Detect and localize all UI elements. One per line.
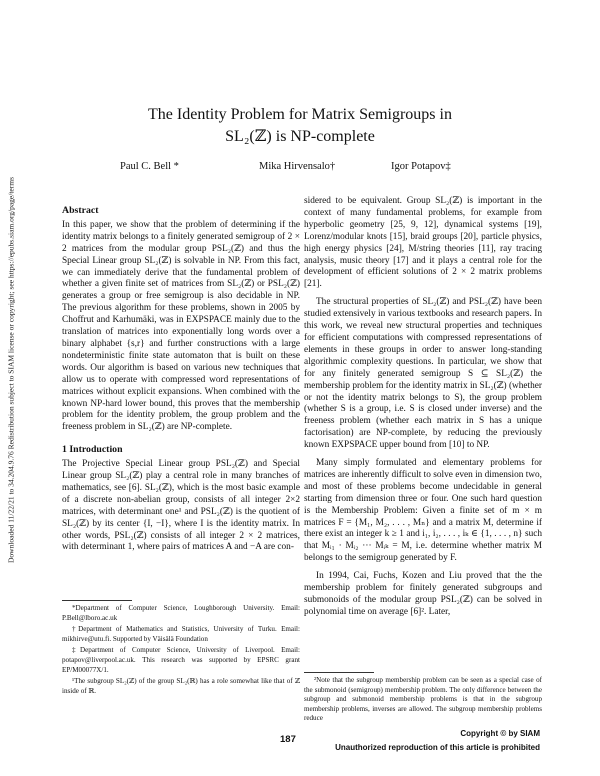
introduction-text: The Projective Special Linear group PSL₂(ℤ) and Special Linear group SL₂(ℤ) play a central role in many branches of mathematics, see [6]. SL₂(ℤ), which is the most basic example of a discrete non-abelian group, consists of all integer 2×2 matrices, with determinant one¹ and PSL₂(ℤ) is the quotient of SL₂(ℤ) by its center {I, −I}, where I is the identity matrix. In other words, PSL₂(ℤ) consists of all integer 2 × 2 matrices, with determinant 1, where pairs of matrices A and −A are con- <box>62 459 300 553</box>
right-paragraph-1: sidered to be equivalent. Group SL₂(ℤ) is important in the context of many fundamental problems, for example from hyperbolic geometry [25, 9, 12], dynamical systems [19], Lorenz/modular knots [15], braid groups [20], particle physics, high energy physics [24], M/string theories [11], ray tracing analysis, music theory [17] and it plays a central role for the development of efficient solutions of 2 × 2 matrix problems [21]. <box>304 196 542 290</box>
reproduction-notice: Unauthorized reproduction of this article is prohibited <box>335 743 540 752</box>
abstract-text: In this paper, we show that the problem of determining if the identity matrix belongs to a finitely generated semigroup of 2 × 2 matrices from the modular group PSL₂(ℤ) and thus the Special Linear group SL₂(ℤ) is solvable in NP. From this fact, we can immediately derive that the fundamental problem of whether a given finite set of matrices from SL₂(ℤ) or PSL₂(ℤ) generates a group or free semigroup is also decidable in NP. The previous algorithm for these problems, shown in 2005 by Choffrut and Karhumäki, was in EXPSPACE mainly due to the translation of matrices into exponentially long words over a binary alphabet {s,r} and further constructions with a large nondeterministic finite state automaton that is built on these words. Our algorithm is based on various new techniques that allow us to operate with compressed word representations of matrices without explicit expansions. When combined with the known NP-hard lower bound, this proves that the membership problem for the identity problem, the group problem and the freeness problem in SL₂(ℤ) are NP-complete. <box>62 219 300 433</box>
copyright-notice <box>335 727 540 755</box>
right-paragraph-2: The structural properties of SL₂(ℤ) and PSL₂(ℤ) have been studied extensively in various textbooks and research papers. In this work, we reveal new structural properties and techniques for efficient computations with compressed representations of elements in these groups in order to answer long-standing algorithmic complexity questions. In particular, we show that for any finitely generated semigroup S ⊆ SL₂(ℤ) the membership problem for the identity matrix in SL₂(ℤ) (whether or not the identity matrix belongs to S), the group problem (whether S is a group, i.e. S is closed under inverse) and the freeness problem (whether each matrix in S has a unique factorisation) are NP-complete, by reducing the previously known EXPSPACE upper bound from [10] to NP. <box>304 297 542 451</box>
author-hirvensalo: Mika Hirvensalo† <box>259 161 336 172</box>
author-bell: Paul C. Bell * <box>120 161 179 172</box>
footnote-bell: *Department of Computer Science, Loughborough University. Email: P.Bell@lboro.ac.uk <box>62 604 300 622</box>
right-column <box>304 196 542 619</box>
introduction-heading: 1 Introduction <box>62 444 123 456</box>
right-paragraph-3: Many simply formulated and elementary problems for matrices are inherently difficult to solve even in dimension two, and most of these problems become undecidable in general starting from dimension three or four. One such hard question is the Membership Problem: Given a finite set of m × m matrices F = {M₁, M₂, . . . , Mₙ} and a matrix M, determine if there exist an integer k ≥ 1 and i₁, i₂, . . . , iₖ ∈ {1, . . . , n} such that Mᵢ₁ · Mᵢ₂ ··· Mᵢₖ = M, i.e. determine whether matrix M belongs to the semigroup generated by F. <box>304 458 542 564</box>
footnote-2: ²Note that the subgroup membership problem can be seen as a special case of the submonoid (semigroup) membership problem. The only difference between the subgroup and submonoid membership problems is that in the subgroup membership problems, inverses are allowed. The subgroup membership problems reduce <box>304 676 542 723</box>
author-potapov: Igor Potapov‡ <box>391 161 451 172</box>
left-column <box>62 205 300 554</box>
copyright-line: Copyright © by SIAM <box>460 729 540 738</box>
footnote-1: ¹The subgroup SL₂(ℤ) of the group SL₂(ℝ) has a role somewhat like that of ℤ inside of ℝ. <box>62 677 300 695</box>
download-notice: Downloaded 11/22/21 to 34.204.9.76 Redistribution subject to SIAM license or copyright; see https://epubs.siam.org/page/terms <box>6 177 16 563</box>
paper-title-line1: The Identity Problem for Matrix Semigroups in <box>148 106 452 123</box>
page-number: 187 <box>280 734 296 745</box>
abstract-heading: Abstract <box>62 205 99 216</box>
paper-title-line2: SL₂(ℤ) is NP-complete <box>225 128 375 145</box>
footnotes-left <box>62 604 300 698</box>
footnote-rule-right <box>304 672 374 673</box>
right-paragraph-4: In 1994, Cai, Fuchs, Kozen and Liu proved that the the membership problem for finitely generated subgroups and submonoids of the modular group PSL₂(ℤ) can be solved in polynomial time on average [6]². Later, <box>304 571 542 617</box>
footnote-potapov: ‡Department of Computer Science, University of Liverpool. Email: potapov@liverpool.ac.uk. This research was supported by EPSRC grant EP/M00077X/1. <box>62 646 300 674</box>
footnote-rule-left <box>62 600 132 601</box>
footnote-hirvensalo: †Department of Mathematics and Statistics, University of Turku. Email: mikhirve@utu.fi. Supported by Väisälä Foundation <box>62 625 300 643</box>
download-sidebar <box>4 100 18 640</box>
footnotes-right <box>304 676 542 726</box>
